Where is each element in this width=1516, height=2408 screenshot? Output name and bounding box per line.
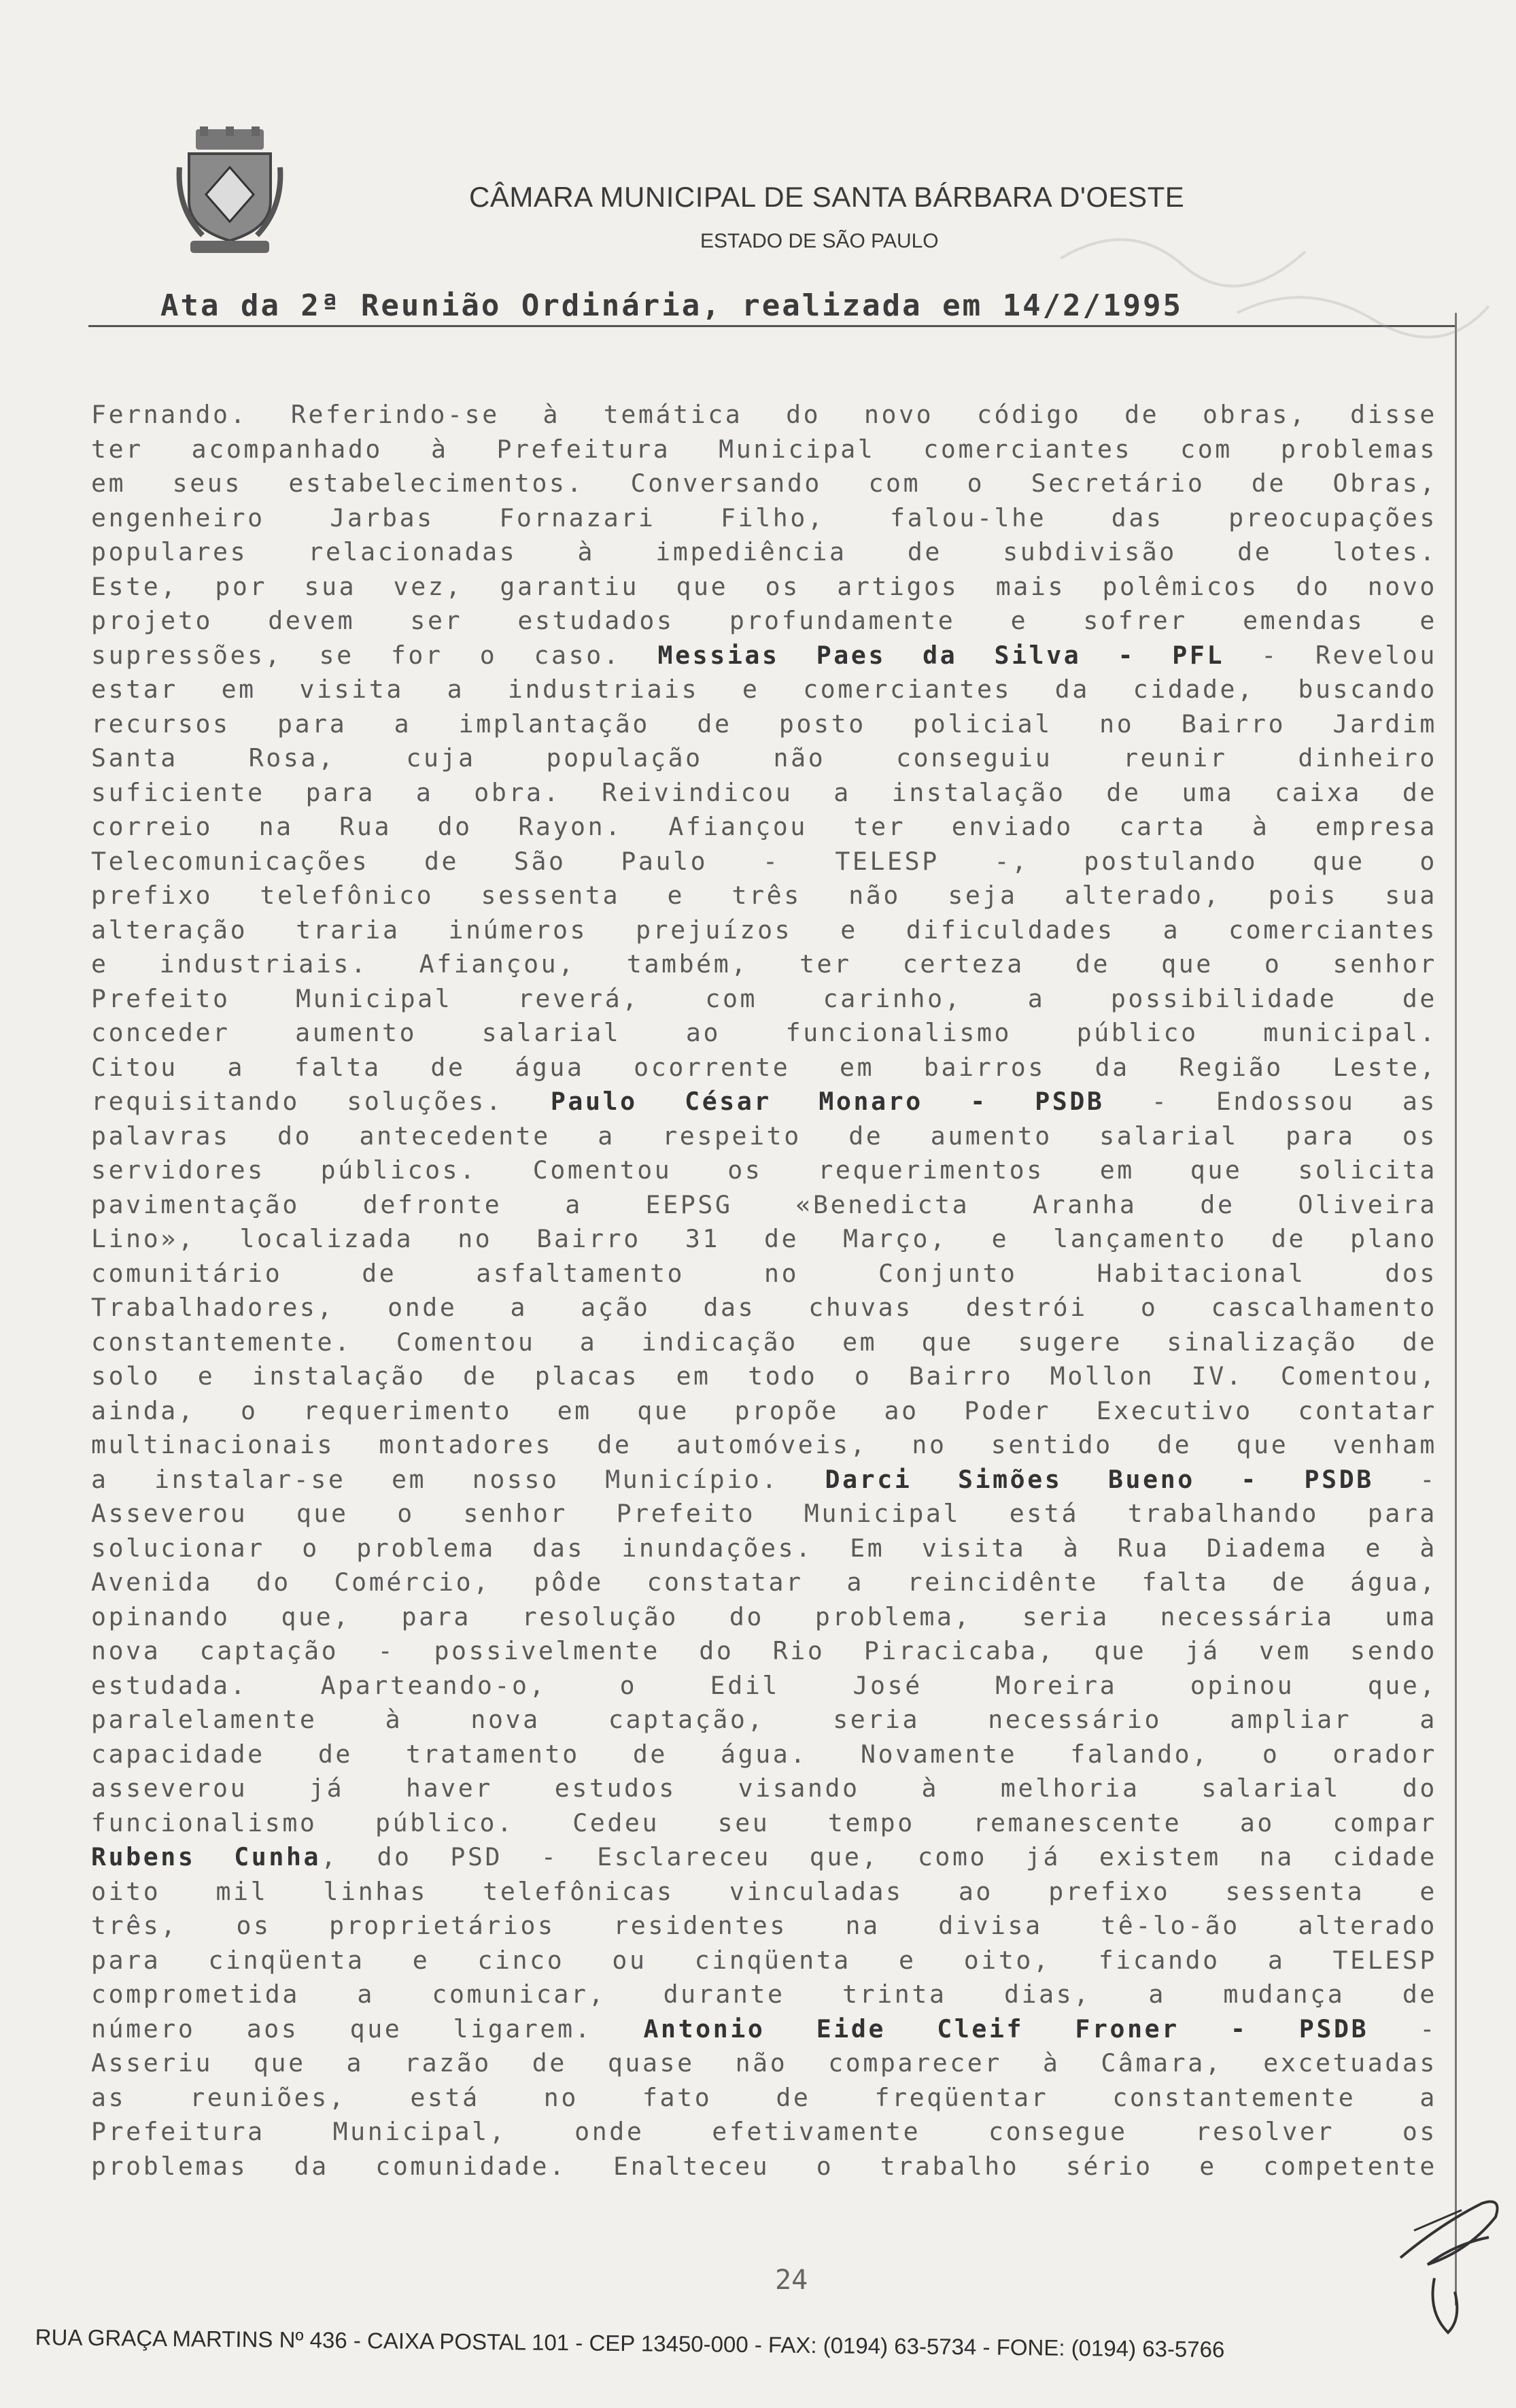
text-segment: populares relacionadas à impediência de subdivisão de lotes. <box>91 537 1437 566</box>
text-segment: capacidade de tratamento de água. Novamente falando, o orador <box>91 1739 1437 1769</box>
text-line <box>91 1531 1437 1566</box>
text-segment: Este, por sua vez, garantiu que os artigos mais polêmicos do novo <box>91 571 1437 601</box>
text-line <box>91 879 1437 913</box>
text-line <box>91 1565 1437 1600</box>
text-segment: Santa Rosa, cuja população não conseguiu reunir dinheiro <box>91 743 1437 773</box>
text-line <box>91 604 1437 639</box>
text-line <box>91 810 1437 845</box>
speaker-name: Rubens Cunha <box>91 1842 322 1871</box>
text-segment: projeto devem ser estudados profundamente e sofrer emendas e <box>91 606 1437 635</box>
text-line <box>91 1257 1437 1291</box>
minutes-body <box>91 398 1437 2184</box>
text-segment: para cinqüenta e cinco ou cinqüenta e oito, ficando a TELESP <box>91 1945 1437 1975</box>
text-line <box>91 1703 1437 1737</box>
text-segment: engenheiro Jarbas Fornazari Filho, falou-lhe das preocupações <box>91 503 1437 532</box>
text-line <box>91 1428 1437 1463</box>
text-segment: supressões, se for o caso. <box>91 640 658 670</box>
bleed-through-signatures <box>1020 204 1496 408</box>
text-line <box>91 1188 1437 1223</box>
text-line <box>91 1051 1437 1085</box>
text-line <box>91 467 1437 501</box>
text-segment: conceder aumento salarial ao funcionalismo público municipal. <box>91 1018 1437 1047</box>
text-line <box>91 845 1437 879</box>
text-segment: Asseverou que o senhor Prefeito Municipal está trabalhando para <box>91 1499 1437 1528</box>
text-line <box>91 1153 1437 1188</box>
text-line <box>91 2150 1437 2184</box>
text-line <box>91 1771 1437 1806</box>
speaker-name: Paulo César Monaro - PSDB <box>550 1087 1105 1116</box>
municipal-crest-icon <box>175 126 284 256</box>
text-segment: solo e instalação de placas em todo o Bairro Mollon IV. Comentou, <box>91 1361 1437 1391</box>
text-segment: Prefeito Municipal reverá, com carinho, a possibilidade de <box>91 983 1437 1013</box>
text-segment: funcionalismo público. Cedeu seu tempo remanescente ao compar <box>91 1808 1437 1837</box>
text-segment: comprometida a comunicar, durante trinta dias, a mudança de <box>91 1980 1437 2009</box>
text-segment: paralelamente à nova captação, seria necessário ampliar a <box>91 1705 1437 1734</box>
text-line <box>91 1463 1437 1497</box>
page-number: 24 <box>775 2265 808 2296</box>
text-segment: Telecomunicações de São Paulo - TELESP -, postulando que o <box>91 846 1437 876</box>
text-line <box>91 2081 1437 2116</box>
text-segment: - Revelou <box>1224 640 1437 670</box>
text-segment: pavimentação defronte a EEPSG «Benedicta Aranha de Oliveira <box>91 1189 1437 1219</box>
text-segment: - <box>1373 1464 1438 1494</box>
text-line <box>91 1085 1437 1119</box>
text-line <box>91 398 1437 433</box>
text-line <box>91 1806 1437 1841</box>
text-line <box>91 673 1437 707</box>
text-line <box>91 2046 1437 2081</box>
institution-name: CÂMARA MUNICIPAL DE SANTA BÁRBARA D'OESTE <box>469 181 1185 213</box>
speaker-name: Darci Simões Bueno - PSDB <box>825 1464 1374 1494</box>
speaker-name: Antonio Eide Cleif Froner - PSDB <box>643 2014 1369 2044</box>
speaker-name: Messias Paes da Silva - PFL <box>657 640 1225 670</box>
text-segment: ainda, o requerimento em que propõe ao Poder Executivo contatar <box>91 1395 1437 1425</box>
text-segment: Citou a falta de água ocorrente em bairros da Região Leste, <box>91 1052 1437 1082</box>
text-line <box>91 1909 1437 1944</box>
text-line <box>91 1600 1437 1635</box>
text-segment: correio na Rua do Rayon. Afiançou ter enviado carta à empresa <box>91 812 1437 841</box>
text-segment: as reuniões, está no fato de freqüentar constantemente a <box>91 2082 1437 2112</box>
text-line <box>91 501 1437 536</box>
text-line <box>91 1497 1437 1531</box>
state-name: ESTADO DE SÃO PAULO <box>700 230 939 252</box>
text-segment: estudada. Aparteando-o, o Edil José Moreira opinou que, <box>91 1670 1437 1700</box>
text-segment: Prefeitura Municipal, onde efetivamente consegue resolver os <box>91 2117 1437 2146</box>
text-line <box>91 913 1437 948</box>
text-segment: alteração traria inúmeros prejuízos e dificuldades a comerciantes <box>91 915 1437 945</box>
text-segment: Trabalhadores, onde a ação das chuvas destrói o cascalhamento <box>91 1293 1437 1322</box>
text-segment: suficiente para a obra. Reivindicou a instalação de uma caixa de <box>91 777 1437 807</box>
text-line <box>91 1737 1437 1772</box>
text-segment: opinando que, para resolução do problema, seria necessária uma <box>91 1601 1437 1631</box>
text-segment: estar em visita a industriais e comerciantes da cidade, buscando <box>91 675 1437 704</box>
text-line <box>91 2115 1437 2150</box>
right-margin-line <box>1455 313 1457 2305</box>
text-segment: em seus estabelecimentos. Conversando com o Secretário de Obras, <box>91 469 1437 498</box>
text-line <box>91 741 1437 776</box>
address-footer: RUA GRAÇA MARTINS Nº 436 - CAIXA POSTAL 101 - CEP 13450-000 - FAX: (0194) 63-5734 - FONE: (0194) 63-5766 <box>35 2324 1225 2362</box>
text-line <box>91 1669 1437 1703</box>
text-line <box>91 1325 1437 1360</box>
text-segment: ter acompanhado à Prefeitura Municipal comerciantes com problemas <box>91 434 1437 464</box>
text-segment: e industriais. Afiançou, também, ter certeza de que o senhor <box>91 949 1437 979</box>
text-segment: recursos para a implantação de posto policial no Bairro Jardim <box>91 709 1437 739</box>
text-line <box>91 1016 1437 1051</box>
text-line <box>91 776 1437 811</box>
text-line <box>91 1394 1437 1429</box>
text-line <box>91 1875 1437 1910</box>
text-line <box>91 1978 1437 2012</box>
text-segment: três, os proprietários residentes na divisa tê-lo-ão alterado <box>91 1911 1437 1940</box>
text-segment: - Endossou as <box>1104 1087 1437 1116</box>
text-segment: requisitando soluções. <box>91 1087 551 1116</box>
minutes-title: Ata da 2ª Reunião Ordinária, realizada em 14/2/1995 <box>160 288 1184 323</box>
text-line <box>91 639 1437 673</box>
text-line <box>91 982 1437 1017</box>
text-segment: oito mil linhas telefônicas vinculadas ao prefixo sessenta e <box>91 1876 1437 1906</box>
text-segment: prefixo telefônico sessenta e três não seja alterado, pois sua <box>91 881 1437 910</box>
text-segment: servidores públicos. Comentou os requerimentos em que solicita <box>91 1155 1437 1185</box>
text-segment: asseverou já haver estudos visando à melhoria salarial do <box>91 1774 1437 1803</box>
text-segment: , do PSD - Esclareceu que, como já existem na cidade <box>321 1842 1437 1871</box>
text-line <box>91 433 1437 467</box>
text-line <box>91 2012 1437 2047</box>
text-segment: Asseriu que a razão de quase não comparecer à Câmara, excetuadas <box>91 2048 1437 2078</box>
text-line <box>91 1222 1437 1257</box>
text-line <box>91 1119 1437 1154</box>
text-segment: multinacionais montadores de automóveis, no sentido de que venham <box>91 1430 1437 1459</box>
text-line <box>91 707 1437 742</box>
text-line <box>91 1634 1437 1669</box>
text-segment: nova captação - possivelmente do Rio Piracicaba, que já vem sendo <box>91 1636 1437 1665</box>
handwritten-initials <box>1387 2163 1516 2339</box>
text-segment: palavras do antecedente a respeito de aumento salarial para os <box>91 1121 1437 1151</box>
text-segment: Avenida do Comércio, pôde constatar a reincidênte falta de água, <box>91 1567 1437 1597</box>
text-line <box>91 1840 1437 1875</box>
text-line <box>91 570 1437 605</box>
text-segment: problemas da comunidade. Enalteceu o trabalho sério e competente <box>91 2151 1437 2181</box>
text-line <box>91 1291 1437 1325</box>
text-line <box>91 535 1437 570</box>
text-segment: Fernando. Referindo-se à temática do novo código de obras, disse <box>91 400 1437 429</box>
text-line <box>91 947 1437 982</box>
text-line <box>91 1944 1437 1978</box>
text-segment: número aos que ligarem. <box>91 2014 644 2044</box>
text-segment: comunitário de asfaltamento no Conjunto Habitacional dos <box>91 1258 1437 1288</box>
text-segment: solucionar o problema das inundações. Em visita à Rua Diadema e à <box>91 1533 1437 1563</box>
text-segment: - <box>1368 2014 1437 2044</box>
text-segment: constantemente. Comentou a indicação em que sugere sinalização de <box>91 1327 1437 1357</box>
text-segment: a instalar-se em nosso Município. <box>91 1464 825 1494</box>
text-line <box>91 1359 1437 1394</box>
text-segment: Lino», localizada no Bairro 31 de Março, e lançamento de plano <box>91 1224 1437 1253</box>
